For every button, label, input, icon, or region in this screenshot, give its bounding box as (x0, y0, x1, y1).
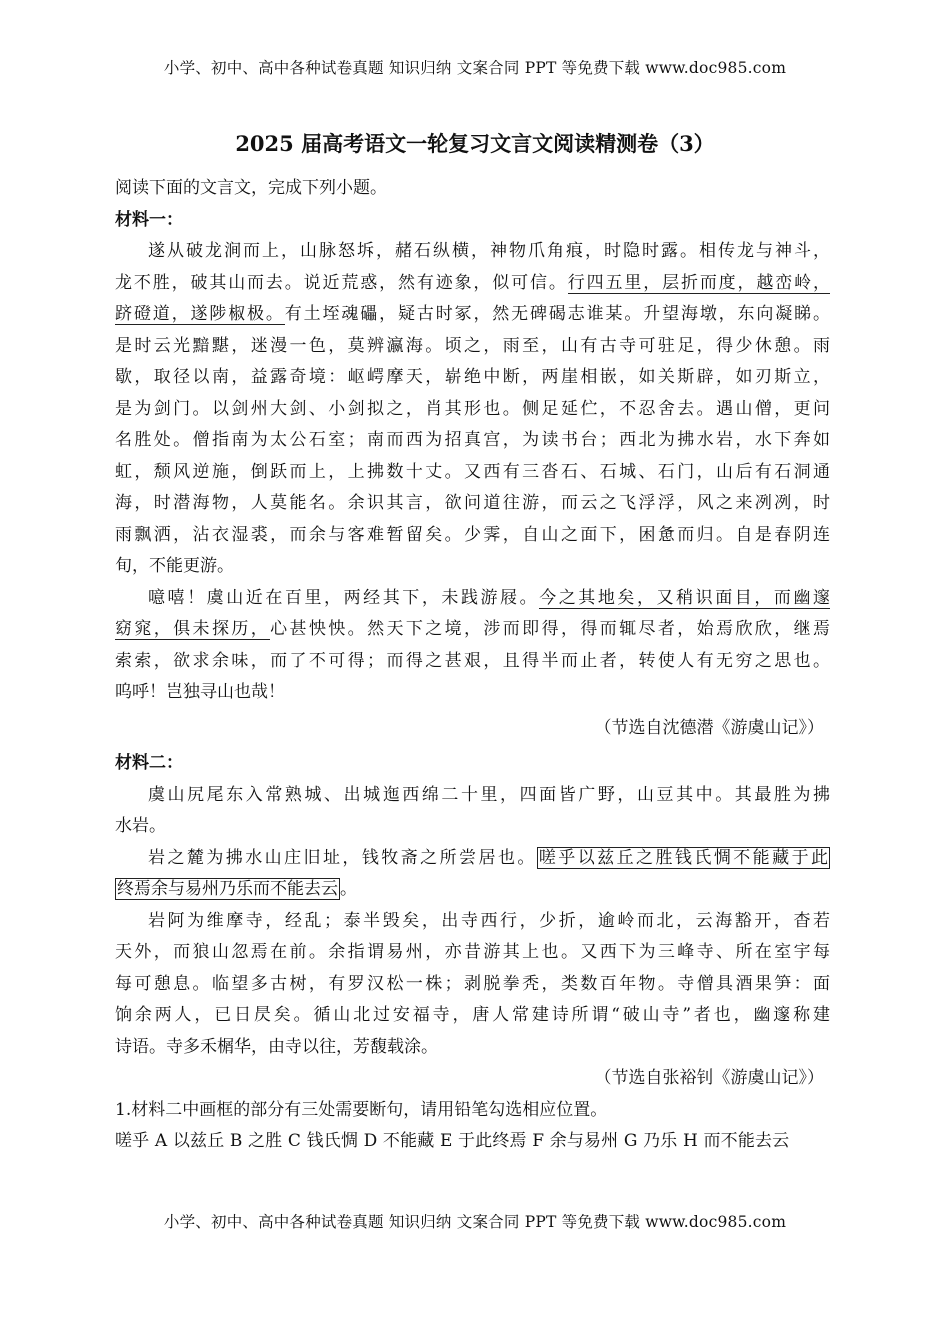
page-footer: 小学、初中、高中各种试卷真题 知识归纳 文案合同 PPT 等免费下载 www.doc985.com (163, 1213, 787, 1231)
text-line: 天外，而狼山忽焉在前。余指谓易州，亦昔游其上也。又西下为三峰寺、所在室宇每 (115, 942, 830, 962)
text-line: 海，时潜海物，人莫能名。余识其言，欲问道往游，而云之飞浮浮，风之来冽冽，时 (115, 493, 830, 513)
material1-paragraph-1 (115, 236, 830, 583)
text-line: 虞山尻尾东入常熟城、出城迤西绵二十里，四面皆广野，山豆其中。其最胜为拂 (148, 784, 830, 805)
text-line: 遂从破龙涧而上，山脉怒坼，赭石纵横，神物爪角痕，时隐时露。相传龙与神斗， (148, 241, 830, 261)
text-line: 雨飘洒，沾衣湿裘，而余与客难暂留矣。少霁，自山之面下，困惫而归。自是春阴连 (115, 524, 830, 545)
boxed-text: 终焉余与易州乃乐而不能去云 (117, 879, 338, 899)
material2-paragraph-3 (115, 906, 830, 1064)
text-line: 噫嘻！虞山近在百里，两经其下，未践游屐。今之其地矣，又稍识面目，而幽邃 (148, 587, 831, 608)
text-line: 龙不胜，破其山而去。说近荒惑，然有迹象，似可信。行四五里，层折而度，越峦岭， (115, 272, 831, 293)
text-line: 是时云光黯黮，迷漫一色，莫辨瀛海。顷之，雨至，山有古寺可驻足，得少休憩。雨 (115, 335, 830, 356)
material2-paragraph-1 (115, 780, 830, 843)
text-line: 终焉余与易州乃乐而不能去云 。 (117, 879, 357, 899)
text-line: 每可憩息。临望多古树，有罗汉松一株；剥脱拳秃，类数百年物。寺僧具酒果笋：面 (115, 973, 830, 994)
document-body (115, 173, 830, 1158)
text-line: 呜呼！岂独寻山也哉！ (115, 682, 285, 702)
underlined-text: 跻磴道，遂陟椒极。 (115, 304, 285, 324)
text-line: 岩之麓为拂水山庄旧址，钱牧斋之所尝居也。 嗟乎以兹丘之胜钱氏惆不能藏于此 (148, 847, 829, 868)
question-1-options[interactable]: 嗟乎 A 以兹丘 B 之胜 C 钱氏惆 D 不能藏 E 于此终焉 F 余与易州 G 乃乐 H 而不能去云 (115, 1131, 790, 1151)
text-line: 虹，颓风逆施，倒跃而上，上拂数十丈。又西有三沓石、石城、石门，山后有石洞通 (115, 461, 830, 482)
text-line: 是为剑门。以剑州大剑、小剑拟之，肖其形也。侧足延伫，不忍舍去。遇山僧，更问 (115, 398, 830, 419)
material1-source: （节选自沈德潜《游虞山记》） (594, 717, 824, 738)
material2-heading: 材料二： (115, 753, 183, 773)
material2-source: （节选自张裕钊《游虞山记》） (594, 1068, 824, 1088)
text-line: 旬，不能更游。 (115, 556, 234, 576)
underlined-text: 行四五里，层折而度，越峦岭， (567, 272, 831, 293)
instruction: 阅读下面的文言文，完成下列小题。 (115, 178, 387, 198)
underlined-text: 今之其地矣，又稍识面目，而幽邃 (539, 587, 831, 608)
text-line: 跻磴道，遂陟椒极。有土垤魂礧，疑古时冢，然无碑碣志谁某。升望海墩，东向凝睇。 (115, 304, 831, 324)
text-line: 饷余两人，已日昃矣。循山北过安福寺，唐人常建诗所谓“破山寺”者也，幽邃称建 (115, 1005, 830, 1025)
text-line: 名胜处。僧指南为太公石室；南而西为招真宫，为读书台；西北为拂水岩，水下奔如 (115, 430, 830, 450)
text-line: 歇，取径以南，益露奇境：岖崿摩天，崭绝中断，两崖相嵌，如关斯辟，如刃斯立， (115, 367, 830, 387)
material1-paragraph-2 (115, 583, 830, 709)
page-header: 小学、初中、高中各种试卷真题 知识归纳 文案合同 PPT 等免费下载 www.doc985.com (163, 59, 787, 77)
material2-paragraph-2 (115, 843, 830, 906)
question-1-prompt: 1.材料二中画框的部分有三处需要断句，请用铅笔勾选相应位置。 (115, 1099, 608, 1120)
text-line: 窈窕，俱未探历，心甚怏怏。然天下之境，涉而即得，得而辄尽者，始焉欣欣，继焉 (115, 619, 831, 639)
text-line: 索索，欲求余味，而了不可得；而得之甚艰，且得半而止者，转使人有无穷之思也。 (115, 650, 830, 671)
page-title: 2025 届高考语文一轮复习文言文阅读精测卷（3） (235, 131, 715, 156)
text-line: 岩阿为维摩寺，经乱；泰半毁矣，出寺西行，少折，逾岭而北，云海豁开，杳若 (148, 910, 830, 931)
boxed-text: 嗟乎以兹丘之胜钱氏惆不能藏于此 (538, 847, 829, 868)
material1-heading: 材料一： (115, 209, 183, 230)
text-line: 水岩。 (115, 816, 166, 836)
text-line: 诗语。寺多禾榍华，由寺以往，芳馥载涂。 (115, 1036, 438, 1057)
underlined-text: 窈窕，俱未探历， (115, 619, 271, 639)
